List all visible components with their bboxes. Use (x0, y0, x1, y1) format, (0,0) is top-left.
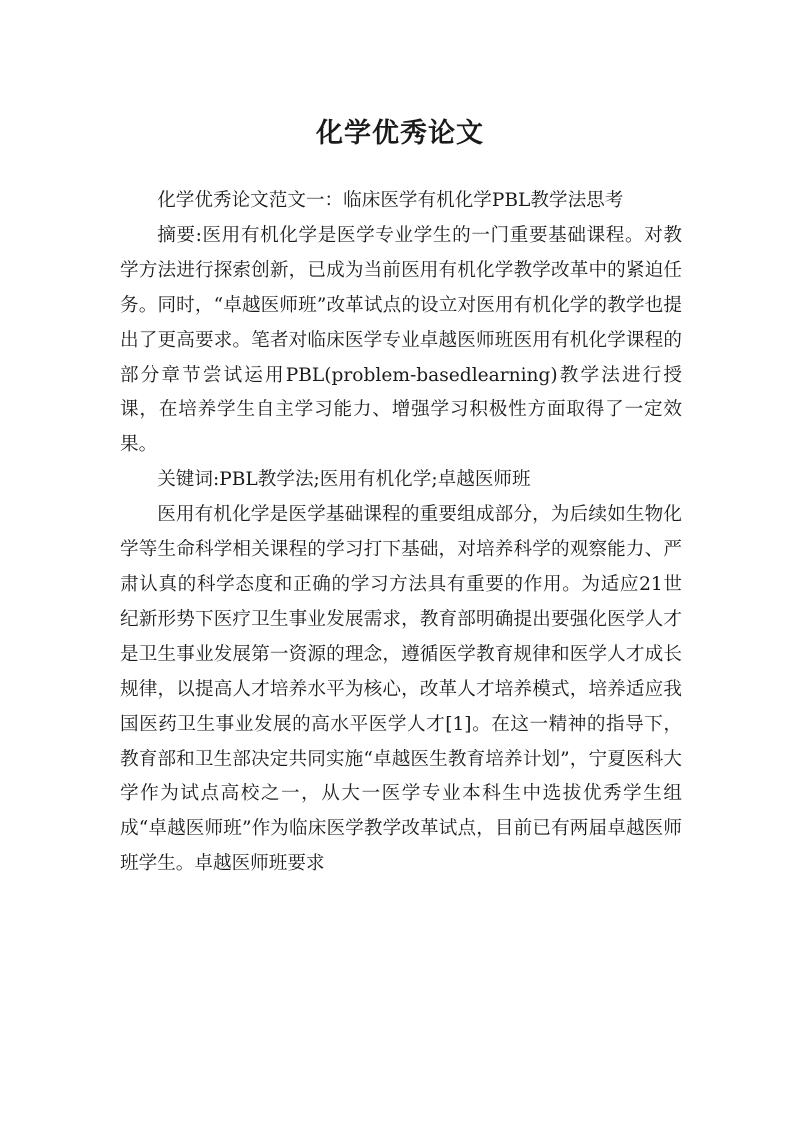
abstract-paragraph: 摘要:医用有机化学是医学专业学生的一门重要基础课程。对教学方法进行探索创新，已成为当前医用有机化学教学改革中的紧迫任务。同时，“卓越医师班”改革试点的设立对医用有机化学的教学也提出了更高要求。笔者对临床医学专业卓越医师班医用有机化学课程的部分章节尝试运用PBL(problem-basedlearning)教学法进行授课，在培养学生自主学习能力、增强学习积极性方面取得了一定效果。 (120, 224, 682, 456)
document-title: 化学优秀论文 (316, 118, 484, 150)
section-heading: 化学优秀论文范文一：临床医学有机化学PBL教学法思考 (157, 190, 624, 211)
body-paragraph: 医用有机化学是医学基础课程的重要组成部分，为后续如生物化学等生命科学相关课程的学习打下基础，对培养科学的观察能力、严肃认真的科学态度和正确的学习方法具有重要的作用。为适应21世纪新形势下医疗卫生事业发展需求，教育部明确提出要强化医学人才是卫生事业发展第一资源的理念，遵循医学教育规律和医学人才成长规律，以提高人才培养水平为核心，改革人才培养模式，培养适应我国医药卫生事业发展的高水平医学人才[1]。在这一精神的指导下，教育部和卫生部决定共同实施“卓越医生教育培养计划”，宁夏医科大学作为试点高校之一，从大一医学专业本科生中选拔优秀学生组成“卓越医师班”作为临床医学教学改革试点，目前已有两届卓越医师班学生。卓越医师班要求 (120, 504, 682, 875)
keywords-paragraph: 关键词:PBL教学法;医用有机化学;卓越医师班 (157, 469, 531, 491)
document-body (120, 184, 682, 882)
